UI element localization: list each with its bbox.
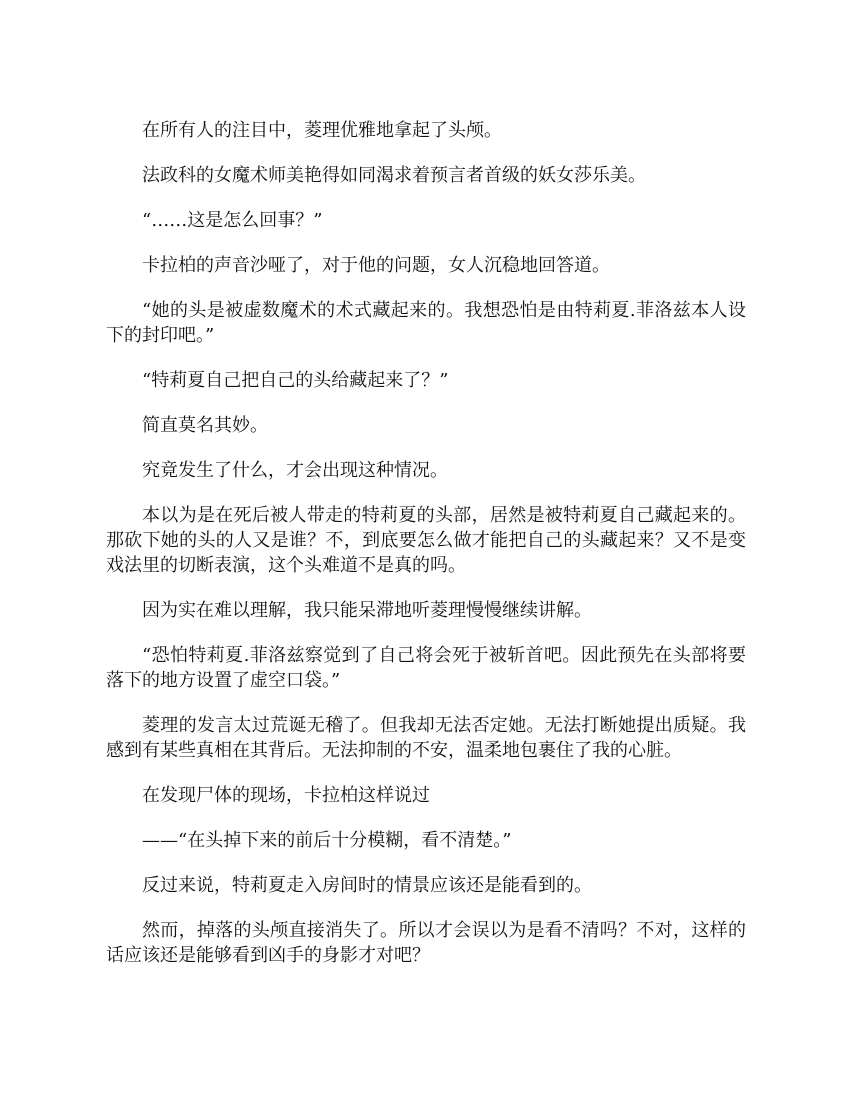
paragraph: 卡拉柏的声音沙哑了，对于他的问题，女人沉稳地回答道。 <box>142 255 610 276</box>
paragraph: 在所有人的注目中，菱理优雅地拿起了头颅。 <box>142 120 502 141</box>
paragraph: 然而，掉落的头颅直接消失了。所以才会误以为是看不清吗？不对，这样的话应该还是能够看到凶手的身影才对吧？ <box>106 920 746 966</box>
paragraph: 菱理的发言太过荒诞无稽了。但我却无法否定她。无法打断她提出质疑。我感到有某些真相在其背后。无法抑制的不安，温柔地包裹住了我的心脏。 <box>106 715 746 761</box>
paragraph: 简直莫名其妙。 <box>142 415 268 436</box>
paragraph: 究竟发生了什么，才会出现这种情况。 <box>142 460 448 481</box>
paragraph: “特莉夏自己把自己的头给藏起来了？” <box>142 370 449 391</box>
paragraph: 本以为是在死后被人带走的特莉夏的头部，居然是被特莉夏自己藏起来的。那砍下她的头的人又是谁？不，到底要怎么做才能把自己的头藏起来？又不是变戏法里的切断表演，这个头难道不是真的吗。 <box>106 505 746 576</box>
paragraph: 反过来说，特莉夏走入房间时的情景应该还是能看到的。 <box>142 875 592 896</box>
paragraph: 因为实在难以理解，我只能呆滞地听菱理慢慢继续讲解。 <box>142 600 592 621</box>
paragraph: “……这是怎么回事？” <box>142 210 323 231</box>
paragraph: 法政科的女魔术师美艳得如同渴求着预言者首级的妖女莎乐美。 <box>142 165 646 186</box>
paragraph: ——“在头掉下来的前后十分模糊，看不清楚。” <box>142 830 512 851</box>
paragraph: 在发现尸体的现场，卡拉柏这样说过 <box>142 785 430 806</box>
document-page <box>106 118 746 988</box>
paragraph: “恐怕特莉夏.菲洛兹察觉到了自己将会死于被斩首吧。因此预先在头部将要落下的地方设置了虚空口袋。” <box>106 645 746 691</box>
paragraph: “她的头是被虚数魔术的术式藏起来的。我想恐怕是由特莉夏.菲洛兹本人设下的封印吧。” <box>106 300 746 346</box>
